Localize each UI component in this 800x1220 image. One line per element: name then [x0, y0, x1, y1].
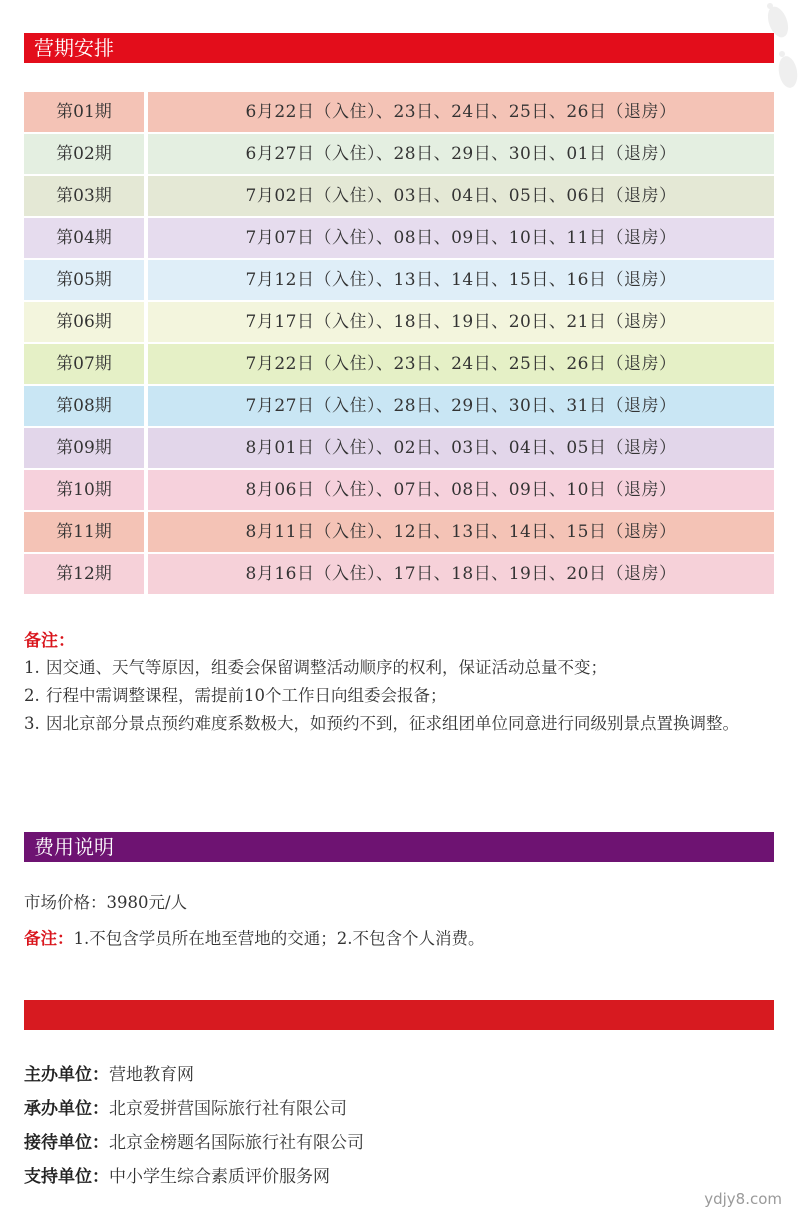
schedule-dates: 8月11日（入住）、12日、13日、14日、15日（退房） — [148, 512, 774, 552]
schedule-dates: 8月16日（入住）、17日、18日、19日、20日（退房） — [148, 554, 774, 594]
note-number: 3. — [24, 714, 40, 733]
note-text: 行程中需调整课程，需提前10个工作日向组委会报备； — [46, 686, 447, 705]
market-price: 市场价格：3980元/人 — [24, 893, 188, 912]
unit-label: 支持单位： — [24, 1167, 109, 1187]
schedule-period: 第12期 — [24, 554, 144, 594]
notes-list — [24, 654, 784, 738]
schedule-row — [24, 302, 774, 342]
schedule-dates: 8月06日（入住）、07日、08日、09日、10日（退房） — [148, 470, 774, 510]
schedule-section-header — [24, 33, 774, 63]
note-item — [24, 710, 784, 738]
schedule-period: 第09期 — [24, 428, 144, 468]
schedule-period: 第01期 — [24, 92, 144, 132]
unit-label: 承办单位： — [24, 1099, 109, 1119]
schedule-row — [24, 512, 774, 552]
fee-note-label: 备注： — [24, 929, 74, 948]
schedule-dates: 7月22日（入住）、23日、24日、25日、26日（退房） — [148, 344, 774, 384]
fee-note — [24, 926, 485, 952]
schedule-period: 第11期 — [24, 512, 144, 552]
schedule-dates: 7月27日（入住）、28日、29日、30日、31日（退房） — [148, 386, 774, 426]
schedule-row — [24, 386, 774, 426]
schedule-dates: 7月12日（入住）、13日、14日、15日、16日（退房） — [148, 260, 774, 300]
schedule-dates: 7月17日（入住）、18日、19日、20日、21日（退房） — [148, 302, 774, 342]
schedule-period: 第03期 — [24, 176, 144, 216]
unit-item — [24, 1160, 364, 1194]
note-number: 2. — [24, 686, 40, 705]
schedule-dates: 6月27日（入住）、28日、29日、30日、01日（退房） — [148, 134, 774, 174]
note-item — [24, 654, 784, 682]
note-item — [24, 682, 784, 710]
fee-section-header — [24, 832, 774, 862]
note-text: 因北京部分景点预约难度系数极大，如预约不到，征求组团单位同意进行同级别景点置换调整。 — [46, 714, 739, 733]
schedule-period: 第02期 — [24, 134, 144, 174]
schedule-period: 第05期 — [24, 260, 144, 300]
schedule-period: 第10期 — [24, 470, 144, 510]
schedule-period: 第08期 — [24, 386, 144, 426]
schedule-period: 第04期 — [24, 218, 144, 258]
schedule-section-title: 营期安排 — [34, 36, 114, 60]
schedule-dates: 8月01日（入住）、02日、03日、04日、05日（退房） — [148, 428, 774, 468]
unit-label: 主办单位： — [24, 1065, 109, 1085]
schedule-row — [24, 260, 774, 300]
schedule-dates: 7月07日（入住）、08日、09日、10日、11日（退房） — [148, 218, 774, 258]
schedule-row — [24, 428, 774, 468]
fee-section-title: 费用说明 — [34, 835, 114, 859]
unit-value: 中小学生综合素质评价服务网 — [109, 1167, 330, 1187]
unit-item — [24, 1092, 364, 1126]
unit-item — [24, 1058, 364, 1092]
notes-title: 备注： — [24, 631, 75, 651]
schedule-row — [24, 218, 774, 258]
note-text: 因交通、天气等原因，组委会保留调整活动顺序的权利，保证活动总量不变； — [46, 658, 607, 677]
organizer-units — [24, 1058, 364, 1194]
unit-label: 接待单位： — [24, 1133, 109, 1153]
unit-value: 营地教育网 — [109, 1065, 194, 1085]
unit-value: 北京金榜题名国际旅行社有限公司 — [109, 1133, 364, 1153]
fee-note-text: 1.不包含学员所在地至营地的交通；2.不包含个人消费。 — [73, 929, 485, 948]
units-section-header — [24, 1000, 774, 1030]
schedule-row — [24, 344, 774, 384]
schedule-row — [24, 134, 774, 174]
notes-block — [24, 628, 784, 738]
schedule-period: 第06期 — [24, 302, 144, 342]
schedule-dates: 6月22日（入住）、23日、24日、25日、26日（退房） — [148, 92, 774, 132]
schedule-dates: 7月02日（入住）、03日、04日、05日、06日（退房） — [148, 176, 774, 216]
schedule-period: 第07期 — [24, 344, 144, 384]
watermark: ydjy8.com — [704, 1190, 782, 1208]
note-number: 1. — [24, 658, 40, 677]
schedule-row — [24, 92, 774, 132]
schedule-table — [24, 92, 774, 596]
unit-item — [24, 1126, 364, 1160]
schedule-row — [24, 554, 774, 594]
schedule-row — [24, 176, 774, 216]
unit-value: 北京爱拼营国际旅行社有限公司 — [109, 1099, 347, 1119]
schedule-row — [24, 470, 774, 510]
